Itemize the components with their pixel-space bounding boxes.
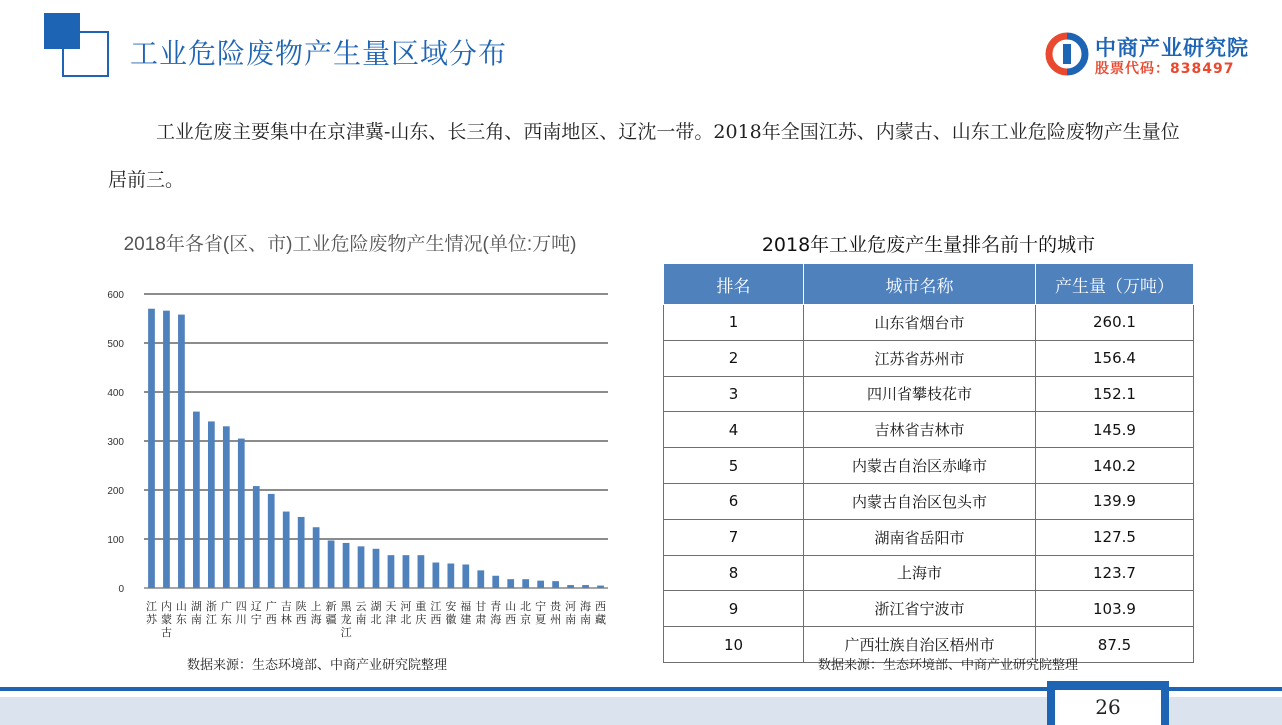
bar (552, 581, 559, 588)
x-tick-label: 广东 (220, 600, 232, 626)
x-tick-label: 广西 (265, 600, 277, 626)
bar (298, 517, 305, 588)
table-row (664, 591, 1194, 627)
bar (567, 585, 574, 588)
cell-amount: 123.7 (1036, 555, 1194, 591)
bar (447, 564, 454, 589)
x-tick-label: 山西 (505, 600, 517, 626)
bar (537, 581, 544, 588)
company-logo (1045, 30, 1250, 80)
cell-city: 江苏省苏州市 (804, 340, 1036, 376)
header-city: 城市名称 (804, 264, 1036, 305)
x-tick-label: 辽宁 (250, 600, 262, 626)
x-tick-label: 四川 (235, 600, 247, 626)
cell-amount: 140.2 (1036, 448, 1194, 484)
x-tick-label: 贵州 (550, 600, 562, 626)
logo-name: 中商产业研究院 (1095, 36, 1249, 60)
bar (223, 426, 230, 588)
cell-rank: 3 (664, 376, 804, 412)
x-tick-label: 安徽 (445, 600, 457, 626)
x-tick-label: 江苏 (145, 600, 157, 626)
bar (388, 555, 395, 588)
chart-svg (100, 220, 620, 640)
x-tick-label: 黑龙江 (340, 600, 352, 639)
chart-bars (148, 309, 604, 588)
x-tick-label: 吉林 (280, 600, 292, 626)
bar (403, 555, 410, 588)
y-tick-label: 0 (118, 584, 124, 595)
x-tick-label: 内蒙古 (160, 600, 172, 639)
y-tick-label: 200 (107, 486, 124, 497)
y-tick-label: 100 (107, 535, 124, 546)
bar (208, 421, 215, 588)
cell-amount: 139.9 (1036, 483, 1194, 519)
bar (507, 579, 514, 588)
x-tick-label: 江西 (430, 600, 442, 626)
logo-mark-icon (1045, 32, 1089, 76)
x-tick-label: 新疆 (325, 600, 337, 626)
cell-rank: 2 (664, 340, 804, 376)
cell-city: 广西壮族自治区梧州市 (804, 627, 1036, 663)
bar (268, 494, 275, 588)
bar (178, 315, 185, 588)
bar (343, 543, 350, 588)
x-tick-label: 湖南 (190, 600, 202, 626)
x-tick-label: 云南 (355, 600, 367, 626)
bar (597, 586, 604, 588)
table-title: 2018年工业危废产生量排名前十的城市 (761, 234, 1096, 256)
cell-amount: 156.4 (1036, 340, 1194, 376)
y-tick-label: 600 (107, 290, 124, 301)
x-tick-label: 湖北 (370, 600, 382, 626)
bar (477, 570, 484, 588)
chart-source: 数据来源：生态环境部、中商产业研究院整理 (187, 658, 448, 673)
x-tick-label: 天津 (385, 600, 397, 626)
bar (522, 579, 529, 588)
page-number: 26 (1055, 690, 1161, 725)
table-source: 数据来源：生态环境部、中商产业研究院整理 (818, 658, 1079, 673)
x-tick-label: 上海 (310, 600, 322, 626)
bar (433, 563, 440, 588)
province-bar-chart (100, 220, 620, 640)
top10-city-table (663, 263, 1194, 663)
x-tick-label: 河南 (565, 600, 577, 626)
bar (253, 486, 260, 588)
x-tick-label: 甘肃 (475, 600, 487, 626)
table-row (664, 412, 1194, 448)
bar (148, 309, 155, 588)
table-row (664, 305, 1194, 341)
cell-city: 山东省烟台市 (804, 305, 1036, 341)
cell-amount: 103.9 (1036, 591, 1194, 627)
table-row (664, 340, 1194, 376)
y-tick-label: 300 (107, 437, 124, 448)
x-tick-label: 宁夏 (535, 600, 547, 626)
x-tick-label: 浙江 (205, 600, 217, 626)
cell-rank: 6 (664, 483, 804, 519)
chart-x-labels (146, 599, 606, 639)
table-row (664, 555, 1194, 591)
intro-paragraph: 工业危废主要集中在京津冀-山东、长三角、西南地区、辽沈一带。2018年全国江苏、内蒙古、山东工业危险废物产生量位居前三。 (108, 121, 1180, 191)
bar (313, 527, 320, 588)
cell-amount: 145.9 (1036, 412, 1194, 448)
bar (358, 546, 365, 588)
x-tick-label: 北京 (520, 600, 532, 626)
cell-city: 吉林省吉林市 (804, 412, 1036, 448)
cell-rank: 4 (664, 412, 804, 448)
decor-square-outline (62, 31, 109, 77)
table-row (664, 448, 1194, 484)
cell-city: 上海市 (804, 555, 1036, 591)
header-amount: 产生量（万吨） (1036, 264, 1194, 305)
table-row (664, 376, 1194, 412)
x-tick-label: 陕西 (295, 600, 307, 626)
x-tick-label: 福建 (460, 600, 472, 626)
x-tick-label: 重庆 (415, 600, 427, 626)
bar (328, 540, 335, 588)
cell-amount: 260.1 (1036, 305, 1194, 341)
y-tick-label: 500 (107, 339, 124, 350)
cell-city: 内蒙古自治区包头市 (804, 483, 1036, 519)
x-tick-label: 西藏 (595, 600, 607, 626)
bar (373, 549, 380, 588)
cell-amount: 127.5 (1036, 519, 1194, 555)
header-rank: 排名 (664, 264, 804, 305)
bar (462, 564, 469, 588)
bar (238, 439, 245, 588)
logo-stock-code: 股票代码：838497 (1095, 61, 1235, 77)
bar (193, 412, 200, 588)
cell-rank: 1 (664, 305, 804, 341)
x-tick-label: 山东 (175, 600, 187, 626)
x-tick-label: 河北 (400, 600, 412, 626)
page-title: 工业危险废物产生量区域分布 (130, 37, 508, 70)
cell-amount: 152.1 (1036, 376, 1194, 412)
cell-city: 湖南省岳阳市 (804, 519, 1036, 555)
bar (418, 555, 425, 588)
cell-rank: 7 (664, 519, 804, 555)
chart-title: 2018年各省(区、市)工业危险废物产生情况(单位:万吨) (123, 234, 577, 255)
x-tick-label: 海南 (580, 600, 592, 626)
table-header-row (664, 264, 1194, 305)
cell-rank: 9 (664, 591, 804, 627)
cell-city: 内蒙古自治区赤峰市 (804, 448, 1036, 484)
x-tick-label: 青海 (490, 600, 502, 626)
bar (283, 512, 290, 588)
cell-rank: 8 (664, 555, 804, 591)
y-tick-label: 400 (107, 388, 124, 399)
cell-city: 四川省攀枝花市 (804, 376, 1036, 412)
bar (492, 576, 499, 588)
bar (582, 585, 589, 588)
table-row (664, 519, 1194, 555)
cell-amount: 87.5 (1036, 627, 1194, 663)
cell-rank: 5 (664, 448, 804, 484)
table-row (664, 483, 1194, 519)
cell-city: 浙江省宁波市 (804, 591, 1036, 627)
cell-rank: 10 (664, 627, 804, 663)
bar (163, 311, 170, 588)
